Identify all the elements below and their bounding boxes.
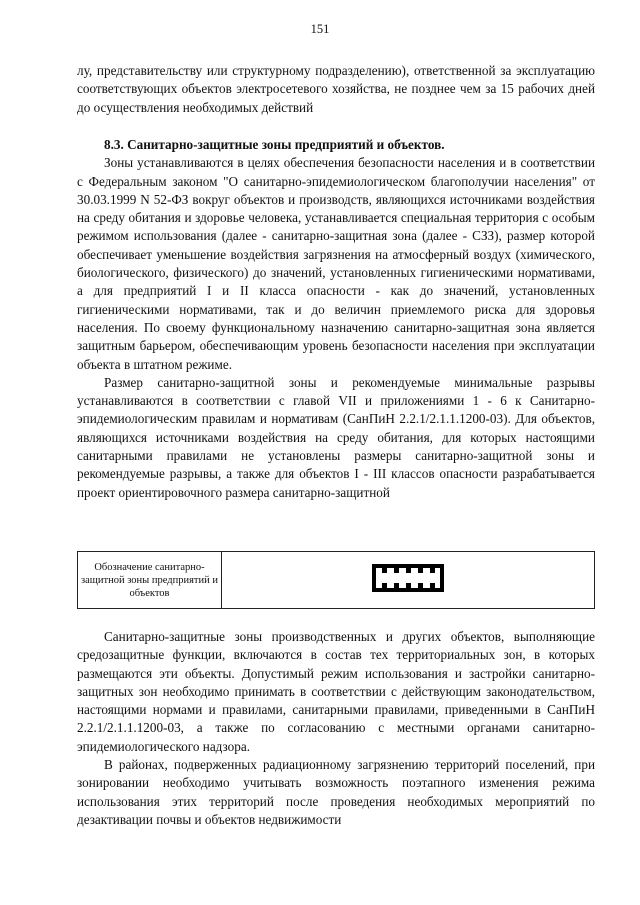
section-paragraph-2: Размер санитарно-защитной зоны и рекомендуемые минимальные разрывы устанавливаются в соответствии с главой VII и приложениями 1 - 6 к Санитарно-эпидемиологическим правилам и нормативам (СанПиН 2.2.1/2.1.1.1200-03). Для объектов, являющихся источниками воздействия на среду обитания, для которых настоящими санитарными правилами не установлены размеры санитарно-защитной зоны и рекомендуемые разрывы, а также для объектов I - III классов опасности разрабатывается проект ориентировочного размера санитарно-защитной [77,374,595,500]
section-heading: 8.3. Санитарно-защитные зоны предприятий и объектов. [104,137,445,152]
top-paragraph: лу, представительству или структурному подразделению), ответственной за эксплуатацию соответствующих объектов электросетевого хозяйства, не позднее чем за 15 рабочих дней до осуществления необходимых действий [77,63,595,115]
section-paragraph-1: Зоны устанавливаются в целях обеспечения безопасности населения и в соответствии с Федеральным законом "О санитарно-эпидемиологическом благополучии населения" от 30.03.1999 N 52-ФЗ вокруг объектов и производств, являющихся источниками воздействия на среду обитания и здоровье человека, устанавливается специальная территория с особым режимом использования (далее - санитарно-защитная зона (далее - СЗЗ), размер которой обеспечивает уменьшение воздействия загрязнения на атмосферный воздух (химического, биологического, физического) до значений, установленных гигиеническими нормативами, а для предприятий I и II класса опасности - как до значений, установленных гигиеническими нормативами, так и до величин приемлемого риска для здоровья населения. По своему функциональному назначению санитарно-защитная зона является защитным барьером, обеспечивающим уровень безопасности населения при эксплуатации объекта в штатном режиме. [77,155,595,372]
legend-table [77,551,595,609]
paragraph-4: В районах, подверженных радиационному загрязнению территорий поселений, при зонировании необходимо учитывать возможность поэтапного изменения режима использования этих территорий после проведения необходимых мероприятий по дезактивации почвы и объектов недвижимости [77,757,595,827]
page-number: 151 [310,22,330,36]
lower-block [77,628,595,829]
legend-symbol-cell [222,552,595,609]
top-paragraph-block [77,62,595,117]
paragraph-3: Санитарно-защитные зоны производственных и других объектов, выполняющие средозащитные функции, включаются в состав тех территориальных зон, в которых размещаются эти объекты. Допустимый режим использования и застройки санитарно-защитных зон необходимо принимать в соответствии с действующим законодательством, настоящими нормами и правилами, санитарными правилами, приведенными в СанПиН 2.2.1/2.1.1.1200-03, а также по согласованию с местными органами санитарно-эпидемиологического надзора. [77,629,595,754]
sanitary-zone-symbol-icon [371,563,445,598]
legend-label: Обозначение санитарно-защитной зоны предприятий и объектов [78,552,222,609]
section-block [77,136,595,502]
